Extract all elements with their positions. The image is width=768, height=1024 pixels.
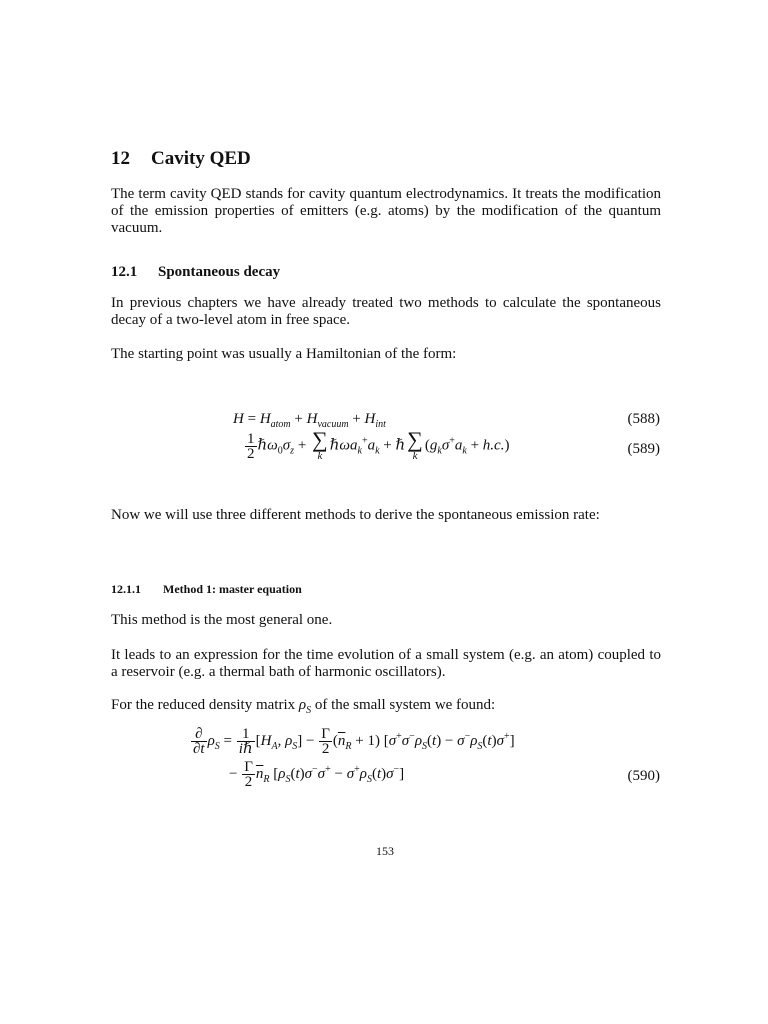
subsection-title: Spontaneous decay bbox=[158, 264, 281, 280]
section-number: 12 bbox=[111, 148, 130, 169]
paragraph-time-evolution: It leads to an expression for the time evolution of a small system (e.g. an atom) coupled to a reservoir (e.g. a thermal bath of harmonic oscillators). bbox=[111, 647, 661, 680]
section-title: Cavity QED bbox=[151, 148, 251, 169]
rho-s-symbol: $\rho_S$ bbox=[298, 697, 312, 716]
equation-590-line2: − $\frac{\Gamma}{2}$ $\overline{n}_R$ $[\rho_S(t)\sigma^-\sigma^+ - \sigma^+\rho_S(t)\sigma^-]$ bbox=[229, 759, 405, 790]
page-number: 153 bbox=[376, 844, 394, 858]
reduced-density-suffix: of the small system we found: bbox=[314, 697, 496, 713]
equation-number-589: (589) bbox=[627, 441, 660, 457]
paragraph-most-general: This method is the most general one. bbox=[111, 612, 333, 628]
section-heading bbox=[111, 148, 251, 170]
subsection-number: 12.1 bbox=[111, 264, 138, 280]
subsubsection-number: 12.1.1 bbox=[111, 582, 141, 596]
intro-paragraph: The term cavity QED stands for cavity quantum electrodynamics. It treats the modification of the emission properties of emitters (e.g. atoms) by the modification of the quantum vacuum. bbox=[111, 186, 661, 236]
equation-number-588: (588) bbox=[627, 411, 660, 427]
subsubsection-heading bbox=[111, 582, 302, 597]
equation-number-590: (590) bbox=[627, 768, 660, 784]
paragraph-three-methods: Now we will use three different methods to derive the spontaneous emission rate: bbox=[111, 507, 600, 523]
equation-590-line1: $\frac{\partial}{\partial t}$ $\rho_S$ = $\frac{1}{\text{iℏ}}$ [$H_A$, $\rho_S$] − $\frac{\Gamma}{2}$ $(\overline{n}_R + 1) [\sigma^+\sigma^-\rho_S(t) - \sigma^-\rho_S(t)\sigma^+]$ bbox=[193, 726, 515, 757]
paragraph-previous-chapters: In previous chapters we have already treated two methods to calculate the spontaneous decay of a two-level atom in free space. bbox=[111, 295, 661, 328]
subsubsection-title: Method 1: master equation bbox=[163, 582, 302, 596]
paragraph-starting-point: The starting point was usually a Hamiltonian of the form: bbox=[111, 346, 457, 362]
subsection-heading bbox=[111, 264, 280, 281]
equation-588: $H = H_{atom} + H_{vacuum} + H_{int}$ bbox=[233, 411, 386, 430]
paragraph-reduced-density bbox=[111, 697, 661, 719]
reduced-density-prefix: For the reduced density matrix bbox=[111, 697, 296, 713]
equation-589: $\frac{1}{2}$ $\hbar\omega_0\sigma_z$ + ∑ k $\hbar\omega a_k^+a_k$ + ℏ ∑ k $(g_k\sigma^+a_k + h.c.)$ bbox=[247, 427, 510, 462]
